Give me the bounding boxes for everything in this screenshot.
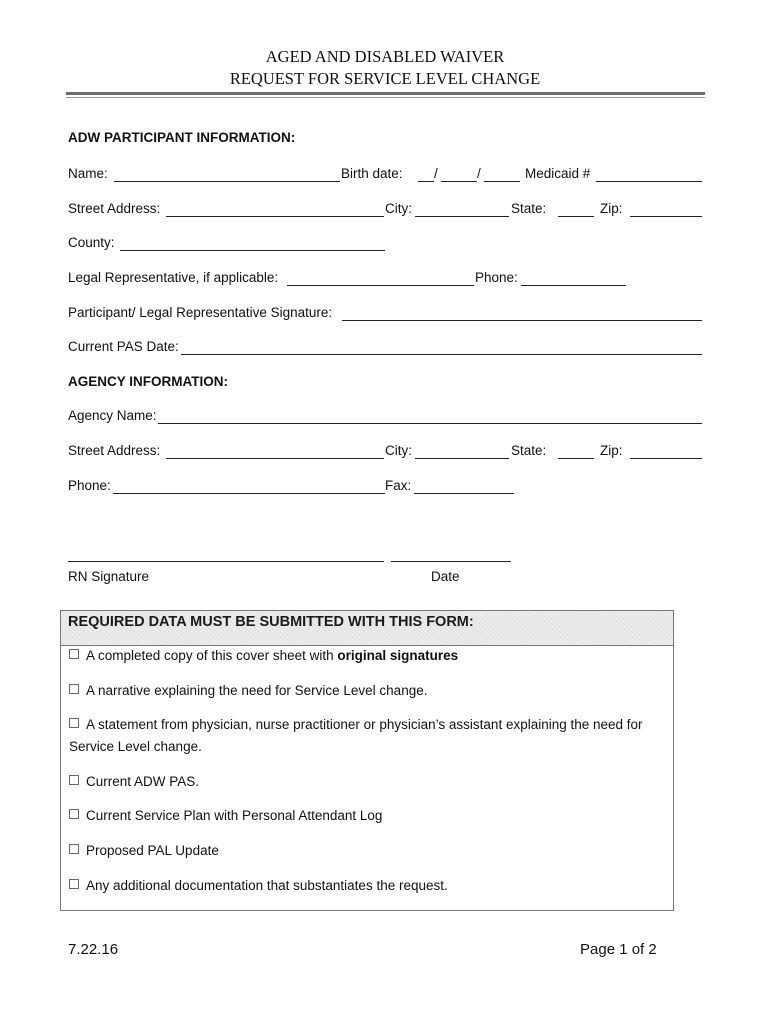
agency-zip-field[interactable] xyxy=(630,458,702,459)
birth-date-slash-2: / xyxy=(477,166,481,181)
medicaid-label: Medicaid # xyxy=(525,166,591,181)
requirement-text: A statement from physician, nurse practitioner or physician’s assistant explaining the need for Service Level change. xyxy=(69,717,643,754)
birth-day-field[interactable] xyxy=(441,181,477,182)
name-field[interactable] xyxy=(114,181,340,182)
zip-field[interactable] xyxy=(630,216,702,217)
requirement-item-narrative xyxy=(69,680,665,702)
checkbox-icon[interactable] xyxy=(69,684,79,694)
checkbox-icon[interactable] xyxy=(69,649,79,659)
date-label: Date xyxy=(431,569,460,584)
participant-signature-field[interactable] xyxy=(342,320,702,321)
requirement-item-physician-statement xyxy=(69,714,665,758)
requirement-text: Any additional documentation that substantiates the request. xyxy=(86,878,448,893)
agency-name-label: Agency Name: xyxy=(68,408,157,423)
checkbox-icon[interactable] xyxy=(69,809,79,819)
phone-label: Phone: xyxy=(475,270,518,285)
requirement-text: Proposed PAL Update xyxy=(86,843,219,858)
page-number: Page 1 of 2 xyxy=(580,941,657,958)
birth-year-field[interactable] xyxy=(484,181,520,182)
legal-representative-label: Legal Representative, if applicable: xyxy=(68,270,279,285)
form-title-line-1: AGED AND DISABLED WAIVER xyxy=(265,47,505,66)
county-field[interactable] xyxy=(120,250,385,251)
rn-signature-label: RN Signature xyxy=(68,569,150,584)
birth-month-field[interactable] xyxy=(418,181,434,182)
title-divider-thick xyxy=(66,92,705,95)
legal-representative-field[interactable] xyxy=(287,285,474,286)
agency-state-label: State: xyxy=(511,443,547,458)
state-field[interactable] xyxy=(558,216,594,217)
participant-signature-label: Participant/ Legal Representative Signature: xyxy=(68,305,333,320)
agency-fax-field[interactable] xyxy=(414,493,514,494)
street-address-field[interactable] xyxy=(166,216,384,217)
pas-date-field[interactable] xyxy=(181,354,702,355)
requirement-text: A completed copy of this cover sheet with xyxy=(86,648,334,663)
agency-fax-label: Fax: xyxy=(385,478,412,493)
checkbox-icon[interactable] xyxy=(69,718,79,728)
agency-street-address-label: Street Address: xyxy=(68,443,161,458)
zip-label: Zip: xyxy=(600,201,623,216)
requirement-item-current-pas xyxy=(69,771,665,793)
agency-city-label: City: xyxy=(385,443,412,458)
agency-phone-field[interactable] xyxy=(113,493,385,494)
agency-name-field[interactable] xyxy=(158,423,702,424)
checkbox-icon[interactable] xyxy=(69,844,79,854)
city-label: City: xyxy=(385,201,412,216)
birth-date-label: Birth date: xyxy=(341,166,403,181)
street-address-label: Street Address: xyxy=(68,201,161,216)
medicaid-number-field[interactable] xyxy=(596,181,702,182)
required-data-heading: REQUIRED DATA MUST BE SUBMITTED WITH THIS FORM: xyxy=(68,614,474,630)
agency-state-field[interactable] xyxy=(558,458,594,459)
requirement-emphasis: original signatures xyxy=(337,648,459,663)
agency-street-address-field[interactable] xyxy=(166,458,384,459)
signature-date-field[interactable] xyxy=(391,561,511,562)
agency-city-field[interactable] xyxy=(415,458,509,459)
requirement-text: Current ADW PAS. xyxy=(86,774,200,789)
agency-phone-label: Phone: xyxy=(68,478,111,493)
checkbox-icon[interactable] xyxy=(69,775,79,785)
requirement-item-additional-docs xyxy=(69,875,665,897)
title-divider-thin xyxy=(66,97,705,98)
city-field[interactable] xyxy=(415,216,509,217)
form-version: 7.22.16 xyxy=(68,941,119,958)
form-title-line-2: REQUEST FOR SERVICE LEVEL CHANGE xyxy=(229,69,541,88)
county-label: County: xyxy=(68,235,115,250)
agency-zip-label: Zip: xyxy=(600,443,623,458)
birth-date-slash-1: / xyxy=(434,166,438,181)
requirement-text: Current Service Plan with Personal Attendant Log xyxy=(86,808,383,823)
requirement-item-service-plan xyxy=(69,805,665,827)
pas-date-label: Current PAS Date: xyxy=(68,339,179,354)
state-label: State: xyxy=(511,201,547,216)
required-data-header xyxy=(61,611,673,646)
phone-field[interactable] xyxy=(521,285,626,286)
name-label: Name: xyxy=(68,166,108,181)
agency-section-heading: AGENCY INFORMATION: xyxy=(68,374,228,389)
checkbox-icon[interactable] xyxy=(69,879,79,889)
requirement-text: A narrative explaining the need for Service Level change. xyxy=(86,683,428,698)
rn-signature-field[interactable] xyxy=(68,561,384,562)
requirement-item-cover-sheet xyxy=(69,645,665,667)
required-data-box xyxy=(60,610,674,911)
requirement-item-pal-update xyxy=(69,840,665,862)
participant-section-heading: ADW PARTICIPANT INFORMATION: xyxy=(68,130,296,145)
